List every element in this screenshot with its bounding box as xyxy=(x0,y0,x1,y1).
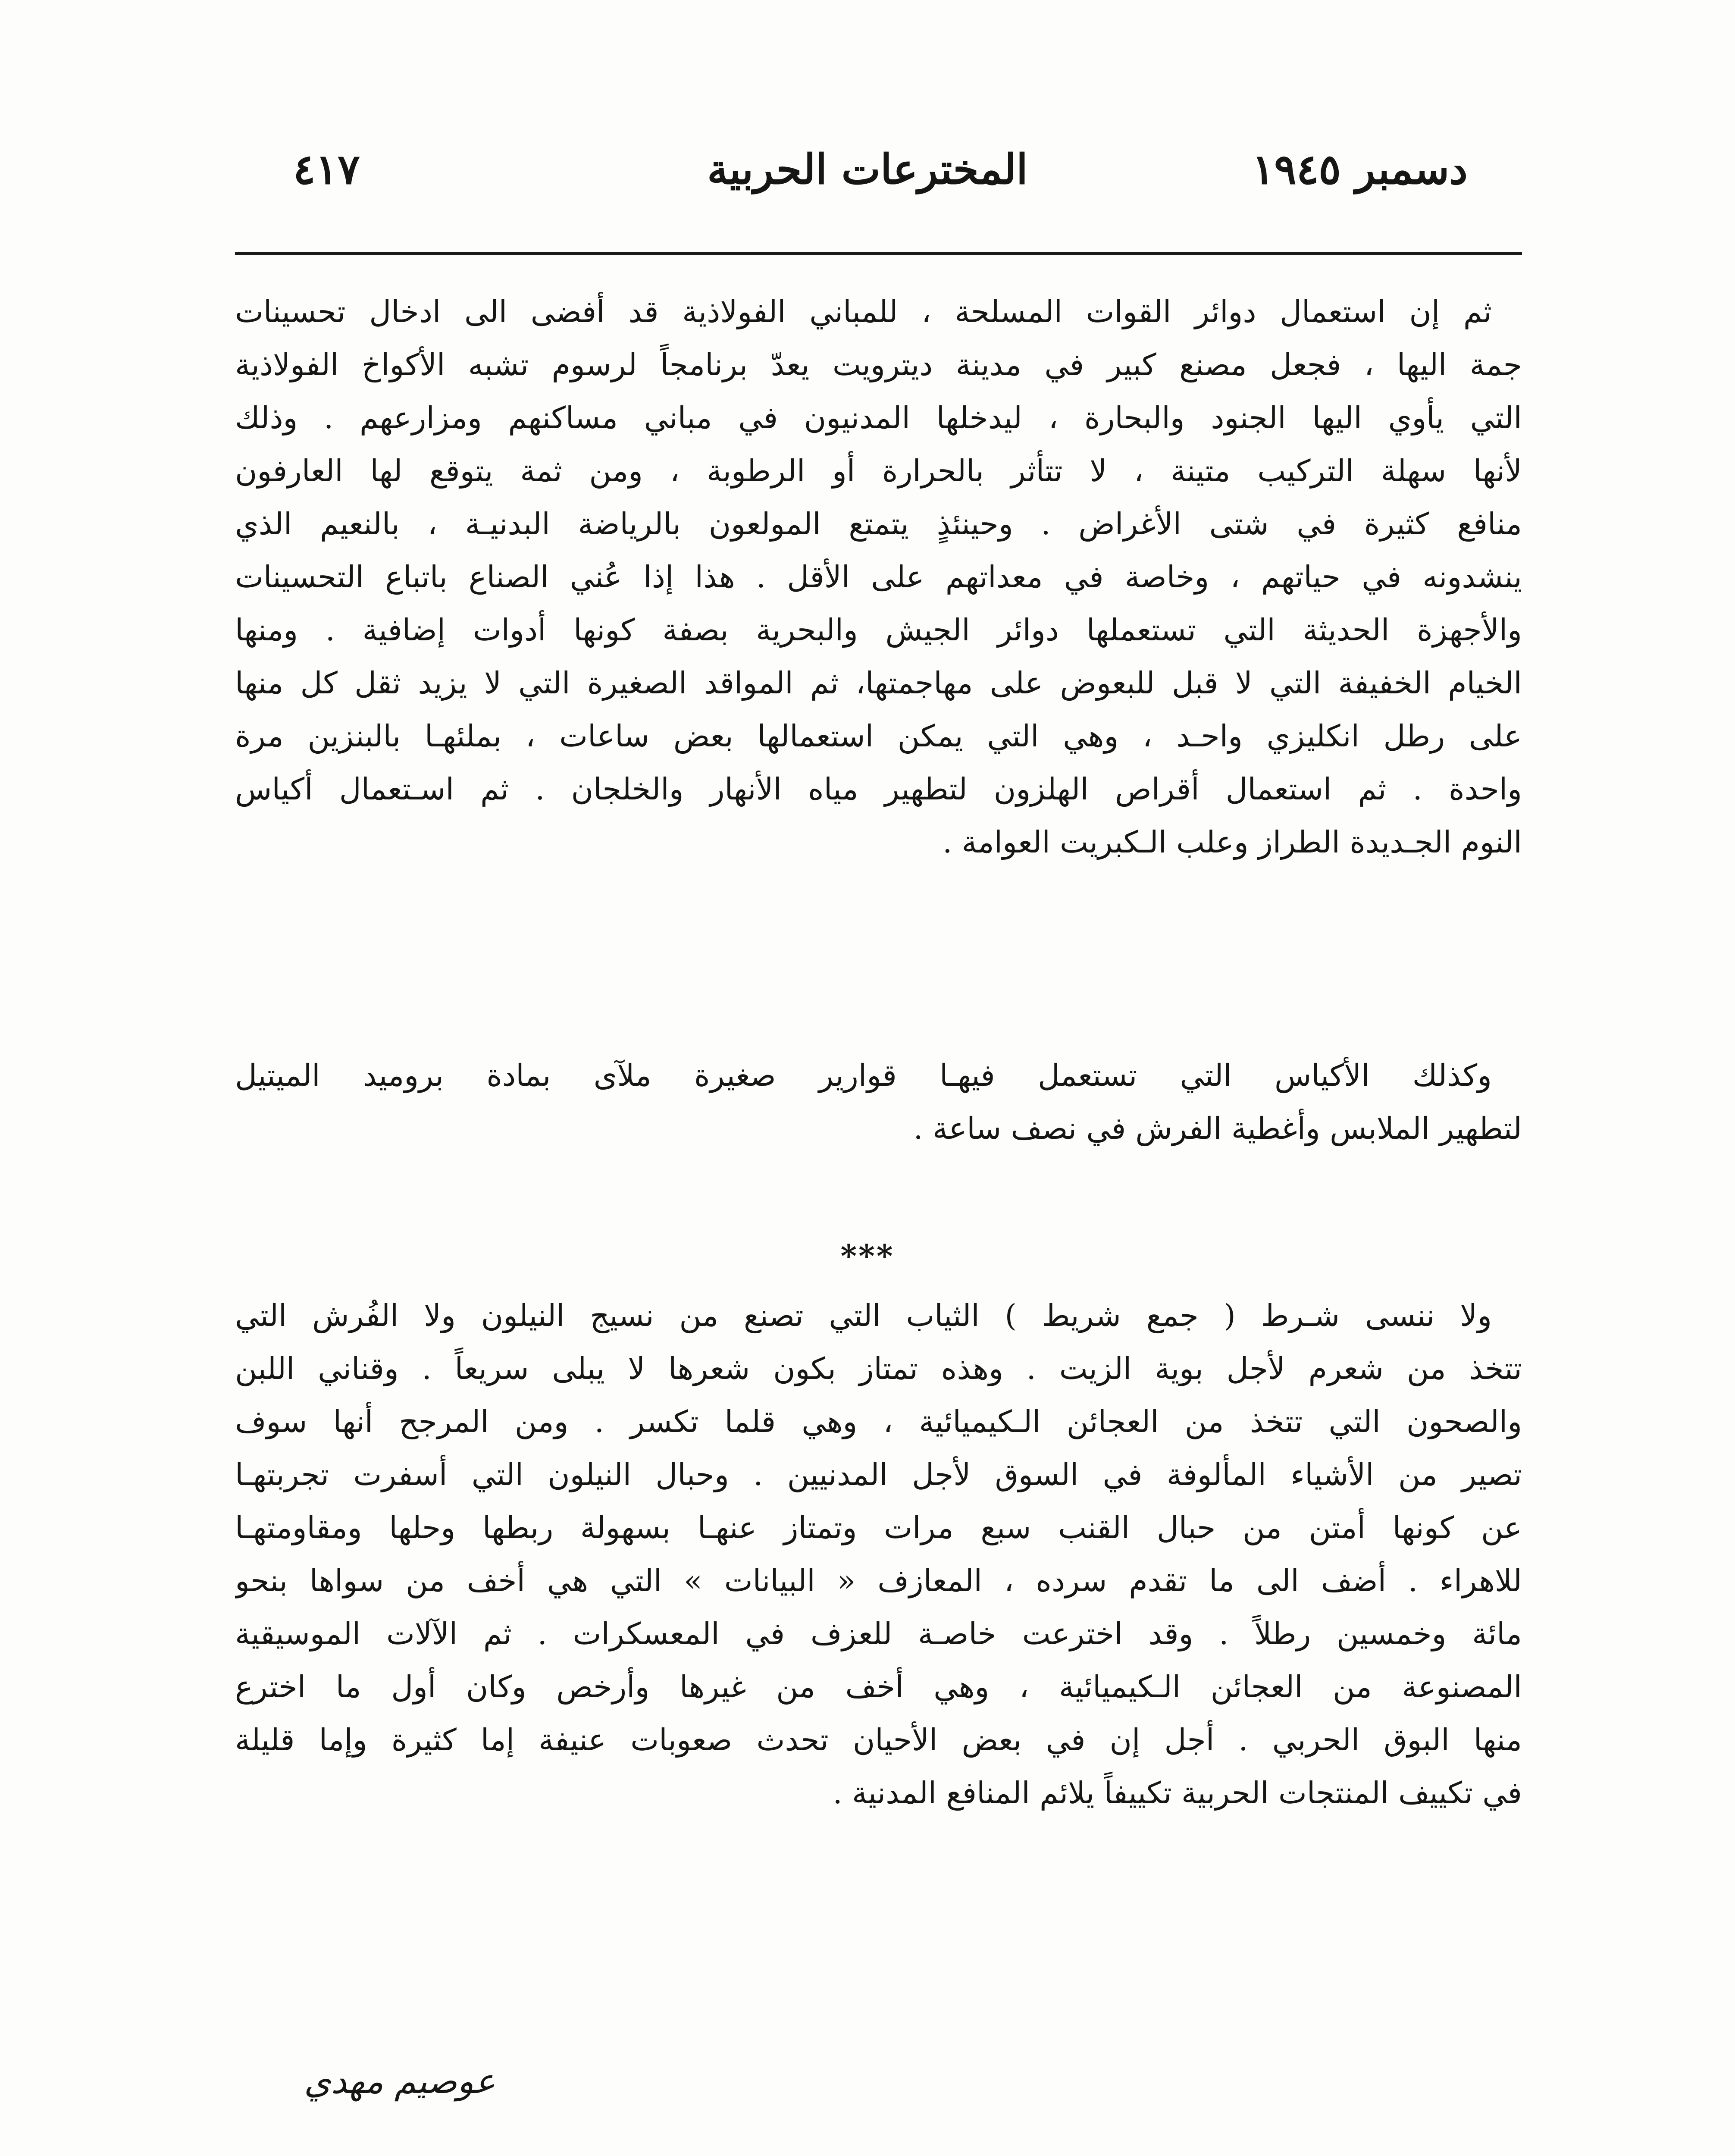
text-line: واحدة . ثم استعمال أقراص الهلزون لتطهير مياه الأنهار والخلجان . ثم اسـتعمال أكياس xyxy=(235,771,1522,807)
text-line: عن كونها أمتن من حبال القنب سبع مرات وتمتاز عنهـا بسهولة ربطها وحلها ومقاومتهـا xyxy=(235,1510,1522,1545)
text-line: ثم إن استعمال دوائر القوات المسلحة ، للمباني الفولاذية قد أفضى الى ادخال تحسينات xyxy=(235,294,1492,329)
text-line: جمة اليها ، فجعل مصنع كبير في مدينة ديترويت يعدّ برنامجاً لرسوم تشبه الأكواخ الفولاذية xyxy=(235,347,1522,382)
text-line: مائة وخمسين رطلاً . وقد اخترعت خاصـة للعزف في المعسكرات . ثم الآلات الموسيقية xyxy=(235,1616,1522,1651)
text-line: التي يأوي اليها الجنود والبحارة ، ليدخلها المدنيون في مباني مساكنهم ومزارعهم . وذلك xyxy=(235,400,1522,436)
text-line: الخيام الخفيفة التي لا قبل للبعوض على مهاجمتها، ثم المواقد الصغيرة التي لا يزيد ثقل كل منها xyxy=(235,665,1522,701)
text-line: المصنوعة من العجائن الـكيميائية ، وهي أخف من غيرها وأرخص وكان أول ما اخترع xyxy=(235,1669,1522,1705)
section-separator: *** xyxy=(840,1238,895,1274)
text-line: والأجهزة الحديثة التي تستعملها دوائر الجيش والبحرية بصفة كونها أدوات إضافية . ومنها xyxy=(235,612,1522,648)
author-signature: عوصيم مهدي xyxy=(304,2061,495,2101)
text-line: لتطهير الملابس وأغطية الفرش في نصف ساعة . xyxy=(913,1111,1522,1146)
page-number: ٤١٧ xyxy=(293,145,360,194)
text-line: لأنها سهلة التركيب متينة ، لا تتأثر بالحرارة أو الرطوبة ، ومن ثمة يتوقع لها العارفون xyxy=(235,453,1522,489)
text-line: وكذلك الأكياس التي تستعمل فيهـا قوارير صغيرة ملآى بمادة بروميد الميتيل xyxy=(235,1058,1492,1093)
text-line: ولا ننسى شـرط ( جمع شريط ) الثياب التي تصنع من نسيج النيلون ولا الفُرش التي xyxy=(235,1298,1492,1333)
text-line: على رطل انكليزي واحـد ، وهي التي يمكن استعمالها بعض ساعات ، بملئهـا بالبنزين مرة xyxy=(235,718,1522,754)
text-line: للاهراء . أضف الى ما تقدم سرده ، المعازف « البيانات » التي هي أخف من سواها بنحو xyxy=(235,1563,1522,1598)
paragraph-3 xyxy=(235,1289,1522,1820)
text-line: منافع كثيرة في شتى الأغراض . وحينئذٍ يتمتع المولعون بالرياضة البدنيـة ، بالنعيم الذي xyxy=(235,506,1522,542)
header-date: دسمبر ١٩٤٥ xyxy=(1252,145,1468,194)
paragraph-1 xyxy=(235,285,1522,869)
text-line: تصير من الأشياء المألوفة في السوق لأجل المدنيين . وحبال النيلون التي أسفرت تجربتهـا xyxy=(235,1457,1522,1492)
text-line: في تكييف المنتجات الحربية تكييفاً يلائم المنافع المدنية . xyxy=(833,1775,1522,1811)
text-line: تتخذ من شعرم لأجل بوية الزيت . وهذه تمتاز بكون شعرها لا يبلى سريعاً . وقناني اللبن xyxy=(235,1351,1522,1386)
text-line: ينشدونه في حياتهم ، وخاصة في معداتهم على الأقل . هذا إذا عُني الصناع باتباع التحسينات xyxy=(235,559,1522,595)
text-line: والصحون التي تتخذ من العجائن الـكيميائية ، وهي قلما تكسر . ومن المرجح أنها سوف xyxy=(235,1404,1522,1439)
text-line: النوم الجـديدة الطراز وعلب الـكبريت العوامة . xyxy=(943,824,1522,860)
running-title: المخترعات الحربية xyxy=(707,145,1028,194)
text-line: منها البوق الحربي . أجل إن في بعض الأحيان تحدث صعوبات عنيفة إما كثيرة وإما قليلة xyxy=(235,1722,1522,1758)
paragraph-2 xyxy=(235,1049,1522,1155)
header-rule xyxy=(235,252,1522,255)
